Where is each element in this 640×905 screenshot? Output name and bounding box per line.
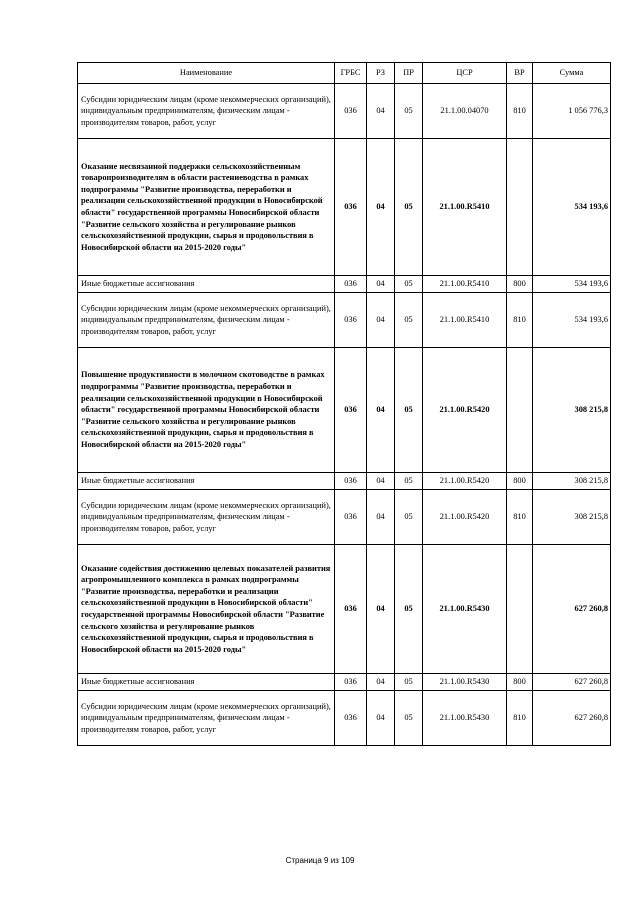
row-csr: 21.1.00.04070 — [423, 84, 507, 139]
row-grbs: 036 — [335, 293, 367, 348]
col-header-vr: ВР — [507, 63, 533, 84]
row-vr: 810 — [507, 691, 533, 746]
row-pr: 05 — [395, 691, 423, 746]
row-vr — [507, 348, 533, 473]
row-rz: 04 — [367, 473, 395, 490]
row-sum: 627 260,8 — [533, 545, 611, 674]
row-csr: 21.1.00.R5410 — [423, 139, 507, 276]
row-pr: 05 — [395, 139, 423, 276]
page-number: Страница 9 из 109 — [285, 856, 355, 865]
row-pr: 05 — [395, 674, 423, 691]
table-row — [78, 84, 611, 139]
row-grbs: 036 — [335, 545, 367, 674]
row-vr: 800 — [507, 674, 533, 691]
row-csr: 21.1.00.R5430 — [423, 674, 507, 691]
row-rz: 04 — [367, 490, 395, 545]
row-pr: 05 — [395, 84, 423, 139]
row-rz: 04 — [367, 293, 395, 348]
table-row — [78, 691, 611, 746]
row-csr: 21.1.00.R5430 — [423, 691, 507, 746]
row-name: Оказание несвязанной поддержки сельскохозяйственным товаропроизводителям в области растениеводства в рамках подпрограммы "Развитие производства, переработки и реализации сельскохозяйственной продукции в Новосибирской области" государственной программы Новосибирской области "Развитие сельского хозяйства и регулирование рынков сельскохозяйственной продукции, сырья и продовольствия в Новосибирской области на 2015-2020 годы" — [78, 139, 335, 276]
col-header-rz: РЗ — [367, 63, 395, 84]
row-grbs: 036 — [335, 348, 367, 473]
row-csr: 21.1.00.R5430 — [423, 545, 507, 674]
row-rz: 04 — [367, 84, 395, 139]
row-name: Иные бюджетные ассигнования — [78, 674, 335, 691]
row-pr: 05 — [395, 293, 423, 348]
table-row — [78, 490, 611, 545]
row-sum: 627 260,8 — [533, 674, 611, 691]
row-rz: 04 — [367, 348, 395, 473]
row-grbs: 036 — [335, 691, 367, 746]
row-name: Субсидии юридическим лицам (кроме некоммерческих организаций), индивидуальным предпринимателям, физическим лицам - производителям товаров, работ, услуг — [78, 490, 335, 545]
row-rz: 04 — [367, 545, 395, 674]
row-pr: 05 — [395, 348, 423, 473]
row-pr: 05 — [395, 276, 423, 293]
row-name: Иные бюджетные ассигнования — [78, 276, 335, 293]
col-header-sum: Сумма — [533, 63, 611, 84]
row-csr: 21.1.00.R5420 — [423, 473, 507, 490]
table-row — [78, 473, 611, 490]
table-row-program — [78, 545, 611, 674]
table-row — [78, 276, 611, 293]
row-rz: 04 — [367, 276, 395, 293]
row-sum: 534 193,6 — [533, 276, 611, 293]
table-row-program — [78, 139, 611, 276]
table-row — [78, 674, 611, 691]
col-header-pr: ПР — [395, 63, 423, 84]
table-row — [78, 293, 611, 348]
row-rz: 04 — [367, 691, 395, 746]
row-csr: 21.1.00.R5420 — [423, 490, 507, 545]
row-rz: 04 — [367, 674, 395, 691]
row-sum: 308 215,8 — [533, 473, 611, 490]
col-header-grbs: ГРБС — [335, 63, 367, 84]
row-grbs: 036 — [335, 139, 367, 276]
row-grbs: 036 — [335, 276, 367, 293]
row-vr: 800 — [507, 276, 533, 293]
row-vr — [507, 139, 533, 276]
row-vr: 810 — [507, 84, 533, 139]
row-name: Субсидии юридическим лицам (кроме некоммерческих организаций), индивидуальным предпринимателям, физическим лицам - производителям товаров, работ, услуг — [78, 84, 335, 139]
row-sum: 534 193,6 — [533, 293, 611, 348]
row-grbs: 036 — [335, 490, 367, 545]
row-csr: 21.1.00.R5410 — [423, 276, 507, 293]
row-pr: 05 — [395, 490, 423, 545]
row-name: Повышение продуктивности в молочном скотоводстве в рамках подпрограммы "Развитие производства, переработки и реализации сельскохозяйственной продукции в Новосибирской области" государственной программы Новосибирской области "Развитие сельского хозяйства и регулирование рынков сельскохозяйственной продукции, сырья и продовольствия в Новосибирской области на 2015-2020 годы" — [78, 348, 335, 473]
row-sum: 534 193,6 — [533, 139, 611, 276]
col-header-name: Наименование — [78, 63, 335, 84]
row-csr: 21.1.00.R5410 — [423, 293, 507, 348]
header-row — [78, 63, 611, 84]
row-vr: 800 — [507, 473, 533, 490]
col-header-csr: ЦСР — [423, 63, 507, 84]
budget-table — [77, 62, 611, 746]
row-name: Иные бюджетные ассигнования — [78, 473, 335, 490]
row-vr — [507, 545, 533, 674]
row-vr: 810 — [507, 293, 533, 348]
table-row-program — [78, 348, 611, 473]
row-vr: 810 — [507, 490, 533, 545]
row-sum: 627 260,8 — [533, 691, 611, 746]
row-name: Оказание содействия достижению целевых показателей развития агропромышленного комплекса в рамках подпрограммы "Развитие производства, переработки и реализации сельскохозяйственной продукции в Новосибирской области" государственной программы Новосибирской области "Развитие сельского хозяйства и регулирование рынков сельскохозяйственной продукции, сырья и продовольствия в Новосибирской области на 2015-2020 годы" — [78, 545, 335, 674]
row-grbs: 036 — [335, 84, 367, 139]
row-rz: 04 — [367, 139, 395, 276]
row-name: Субсидии юридическим лицам (кроме некоммерческих организаций), индивидуальным предпринимателям, физическим лицам - производителям товаров, работ, услуг — [78, 293, 335, 348]
row-sum: 308 215,8 — [533, 490, 611, 545]
row-grbs: 036 — [335, 674, 367, 691]
row-sum: 308 215,8 — [533, 348, 611, 473]
row-pr: 05 — [395, 545, 423, 674]
row-sum: 1 056 776,3 — [533, 84, 611, 139]
row-csr: 21.1.00.R5420 — [423, 348, 507, 473]
row-pr: 05 — [395, 473, 423, 490]
row-name: Субсидии юридическим лицам (кроме некоммерческих организаций), индивидуальным предпринимателям, физическим лицам - производителям товаров, работ, услуг — [78, 691, 335, 746]
row-grbs: 036 — [335, 473, 367, 490]
